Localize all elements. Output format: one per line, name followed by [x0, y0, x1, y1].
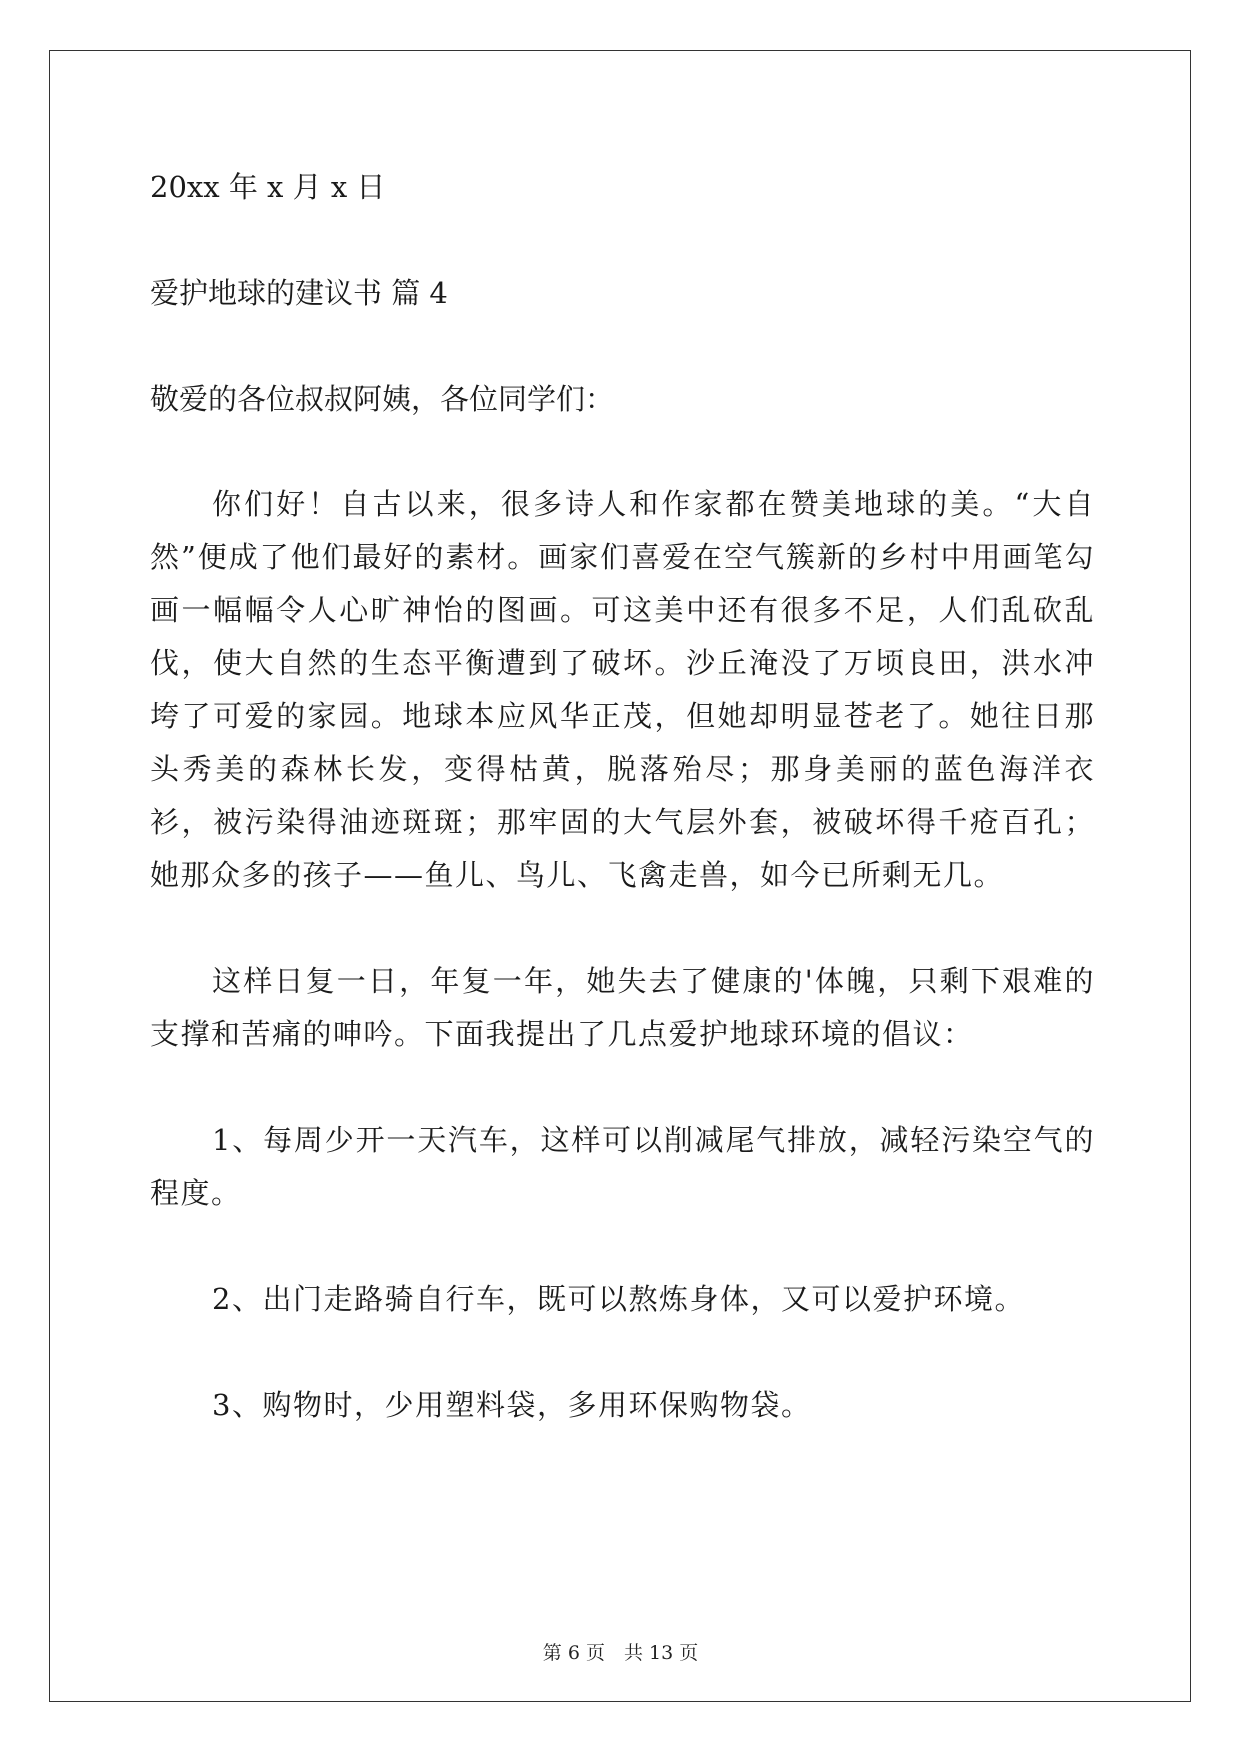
- date-line: 20xx 年 x 月 x 日: [150, 170, 386, 204]
- proposal-item: 1、每周少开一天汽车，这样可以削减尾气排放，减轻污染空气的程度。: [150, 1123, 1095, 1210]
- proposal-item: 2、出门走路骑自行车，既可以熬炼身体，又可以爱护环境。: [212, 1282, 1025, 1316]
- paragraph: 你们好！自古以来，很多诗人和作家都在赞美地球的美。“大自然”便成了他们最好的素材。画家们喜爱在空气簇新的乡村中用画笔勾画一幅幅令人心旷神怡的图画。可这美中还有很多不足，人们乱砍乱伐，使大自然的生态平衡遭到了破坏。沙丘淹没了万顷良田，洪水冲垮了可爱的家园。地球本应风华正茂，但她却明显苍老了。她往日那头秀美的森林长发，变得枯黄，脱落殆尽；那身美丽的蓝色海洋衣衫，被污染得油迹斑斑；那牢固的大气层外套，被破坏得千疮百孔；她那众多的孩子——鱼儿、鸟儿、飞禽走兽，如今已所剩无几。: [150, 487, 1095, 892]
- proposal-item: 3、购物时，少用塑料袋，多用环保购物袋。: [212, 1388, 812, 1422]
- page-number: 第 6 页 共 13 页: [542, 1642, 699, 1664]
- document-title: 爱护地球的建议书 篇 4: [150, 276, 448, 310]
- paragraph: 这样日复一日，年复一年，她失去了健康的'体魄，只剩下艰难的支撑和苦痛的呻吟。下面我提出了几点爱护地球环境的倡议：: [150, 964, 1095, 1051]
- document-body: [150, 160, 1095, 1485]
- salutation: 敬爱的各位叔叔阿姨，各位同学们：: [150, 382, 615, 416]
